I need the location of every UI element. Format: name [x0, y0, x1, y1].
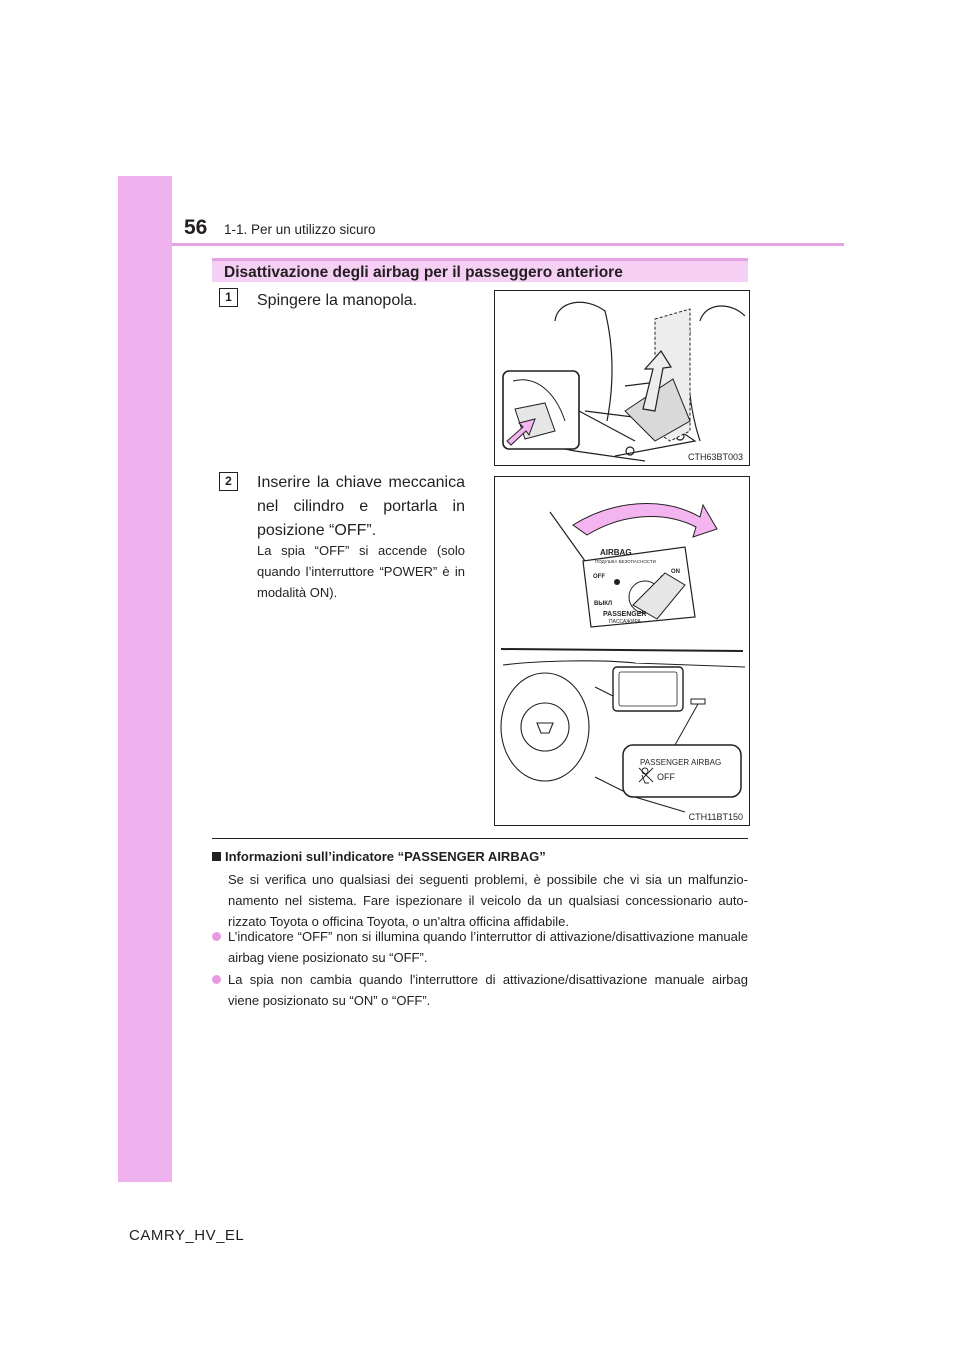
step-2-text: Inserire la chiave meccanica nel cilindro e portarla in posizione “OFF”. — [257, 474, 465, 539]
switch-label-passenger: PASSENGER — [603, 611, 647, 618]
step-2-number: 2 — [219, 472, 238, 491]
info-title-text: Informazioni sull’indicatore “PASSENGER AIRBAG” — [225, 849, 546, 864]
figure-code: CTH63BT003 — [687, 452, 743, 462]
step-1-number: 1 — [219, 288, 238, 307]
page-number: 56 — [184, 216, 208, 239]
airbag-switch-illustration — [495, 477, 749, 825]
step-2-note: La spia “OFF” si accende (solo quando l’interruttore “POWER” è in modalità ON). — [257, 543, 465, 600]
switch-label-passenger-ru: ПАССАЖИРА — [609, 619, 641, 625]
figure-key-switch-and-indicator — [494, 476, 750, 826]
step-1-text: Spingere la manopola. — [257, 292, 418, 309]
info-bullet-1: L’indicatore “OFF” non si illumina quando l’interruttor di attivazione/disattivazione manuale airbag viene posizionato su “OFF”. — [228, 929, 748, 965]
switch-label-airbag: AIRBAG — [600, 548, 632, 557]
switch-label-airbag-ru: ПОДУШКА БЕЗОПАСНОСТИ — [595, 559, 656, 564]
switch-label-off: OFF — [593, 574, 605, 580]
section-heading: Disattivazione degli airbag per il passeggero anteriore — [212, 258, 748, 282]
section-reference: 1-1. Per un utilizzo sicuro — [224, 222, 376, 237]
figure-push-knob — [494, 290, 750, 466]
switch-label-on: ON — [671, 569, 680, 575]
square-bullet-icon — [212, 852, 221, 861]
document-footer: CAMRY_HV_EL — [129, 1227, 245, 1244]
figure-code: CTH11BT150 — [688, 812, 743, 822]
chapter-sidebar-tab — [118, 176, 172, 1182]
info-paragraph: Se si verifica uno qualsiasi dei seguenti problemi, è possibile che vi sia un malfunzio-namento nel sistema. Fare ispezionare il veicolo da un qualsiasi concessionario auto-rizzato Toyota o officina Toyota, o un'altra officina affidabile. — [228, 872, 748, 929]
indicator-label-passenger-airbag: PASSENGER AIRBAG — [640, 758, 722, 767]
switch-label-off-ru: ВЫКЛ — [594, 601, 613, 607]
info-bullet-2: La spia non cambia quando l'interruttore di attivazione/disattivazione manuale airbag viene posizionato su “ON” o “OFF”. — [228, 972, 748, 1008]
info-title — [212, 849, 546, 864]
circle-bullet-icon — [212, 932, 221, 941]
seat-console-illustration — [495, 291, 749, 465]
section-divider — [212, 838, 748, 839]
indicator-label-off: OFF — [657, 772, 675, 782]
header-rule — [172, 243, 844, 246]
circle-bullet-icon — [212, 975, 221, 984]
